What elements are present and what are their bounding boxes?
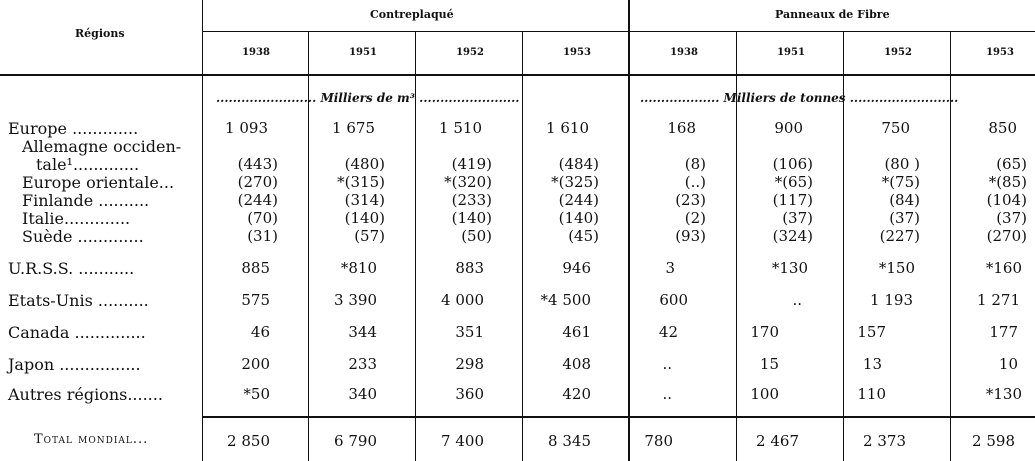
table-cell: 170	[750, 323, 779, 341]
table-cell: *(315)	[337, 173, 385, 191]
table-cell: 1 093	[225, 119, 268, 137]
table-cell: (65)	[996, 155, 1027, 173]
table-cell: 883	[455, 259, 484, 277]
year-header: 1938	[670, 47, 698, 58]
table-cell: (419)	[451, 155, 492, 173]
table-cell: (37)	[996, 209, 1027, 227]
table-cell: (117)	[772, 191, 813, 209]
table-cell: 42	[658, 323, 678, 341]
table-cell: (480)	[344, 155, 385, 173]
header-bottom-rule	[0, 74, 1035, 76]
table-cell: (140)	[344, 209, 385, 227]
table-cell: ..	[792, 291, 802, 309]
table-cell: (2)	[684, 209, 706, 227]
table-cell: *130	[771, 259, 808, 277]
table-cell: *4 500	[540, 291, 591, 309]
total-cell: 7 400	[441, 432, 484, 450]
table-cell: 100	[750, 385, 779, 403]
table-cell: (140)	[558, 209, 599, 227]
table-cell: 177	[989, 323, 1018, 341]
table-cell: 750	[881, 119, 910, 137]
fibre-group-header: Panneaux de Fibre	[775, 8, 890, 21]
table-cell: (324)	[772, 227, 813, 245]
plywood-group-header: Contreplaqué	[370, 8, 454, 21]
table-cell: 1 193	[870, 291, 913, 309]
table-cell: (70)	[247, 209, 278, 227]
row-label-etats-unis: Etats-Unis ..........	[8, 291, 149, 310]
row-label-autres: Autres régions.......	[8, 385, 163, 404]
table-cell: (484)	[558, 155, 599, 173]
total-cell: 2 467	[756, 432, 799, 450]
table-cell: 233	[348, 355, 377, 373]
table-cell: 1 271	[977, 291, 1020, 309]
total-rule	[203, 416, 1035, 418]
header-mid-rule	[203, 31, 1035, 32]
table-cell: 4 000	[441, 291, 484, 309]
year-header: 1952	[456, 47, 484, 58]
table-cell: (93)	[675, 227, 706, 245]
table-cell: 600	[659, 291, 688, 309]
table-cell: *(85)	[988, 173, 1027, 191]
table-cell: 946	[562, 259, 591, 277]
table-cell: 200	[241, 355, 270, 373]
table-cell: (227)	[879, 227, 920, 245]
table-cell: *50	[243, 385, 270, 403]
total-cell: 2 373	[863, 432, 906, 450]
table-cell: 900	[774, 119, 803, 137]
total-cell: 6 790	[334, 432, 377, 450]
row-label-allemagne-cont: tale¹.............	[36, 155, 140, 174]
table-cell: 298	[455, 355, 484, 373]
table-cell: ..	[662, 355, 672, 373]
table-cell: (84)	[889, 191, 920, 209]
table-cell: (233)	[451, 191, 492, 209]
table-cell: (104)	[986, 191, 1027, 209]
table-cell: *(325)	[551, 173, 599, 191]
year-header: 1938	[242, 47, 270, 58]
table-cell: (140)	[451, 209, 492, 227]
row-label-italie: Italie.............	[22, 209, 131, 228]
table-cell: (314)	[344, 191, 385, 209]
table-cell: (23)	[675, 191, 706, 209]
table-cell: 3 390	[334, 291, 377, 309]
table-cell: (8)	[684, 155, 706, 173]
row-label-europe: Europe .............	[8, 119, 139, 138]
table-cell: 1 510	[439, 119, 482, 137]
table-cell: (270)	[986, 227, 1027, 245]
total-cell: 2 850	[227, 432, 270, 450]
row-label-urss: U.R.S.S. ...........	[8, 259, 135, 278]
table-cell: 408	[562, 355, 591, 373]
table-cell: 15	[759, 355, 779, 373]
table-cell: 420	[562, 385, 591, 403]
row-label-finlande: Finlande ..........	[22, 191, 150, 210]
table-cell: *130	[985, 385, 1022, 403]
table-cell: (106)	[772, 155, 813, 173]
table-cell: *(65)	[774, 173, 813, 191]
table-cell: (45)	[568, 227, 599, 245]
year-header: 1951	[777, 47, 805, 58]
row-label-suede: Suède .............	[22, 227, 144, 246]
row-label-allemagne: Allemagne occiden-	[22, 137, 182, 156]
table-cell: 360	[455, 385, 484, 403]
table-cell: *160	[985, 259, 1022, 277]
row-label-europe-orientale: Europe orientale...	[22, 173, 175, 192]
table-cell: (270)	[237, 173, 278, 191]
table-cell: 850	[988, 119, 1017, 137]
row-label-japon: Japon ................	[8, 355, 141, 374]
table-cell: (443)	[237, 155, 278, 173]
regions-header: Régions	[75, 27, 125, 40]
table-cell: 461	[562, 323, 591, 341]
table-cell: 110	[857, 385, 886, 403]
table-cell: 344	[348, 323, 377, 341]
table-cell: (57)	[354, 227, 385, 245]
table-cell: (31)	[247, 227, 278, 245]
table-cell: (37)	[889, 209, 920, 227]
row-label-canada: Canada ..............	[8, 323, 146, 342]
table-cell: 351	[455, 323, 484, 341]
plywood-unit-label: ........................ Milliers de m³ ........................	[216, 91, 520, 105]
year-header: 1951	[349, 47, 377, 58]
table-cell: (244)	[237, 191, 278, 209]
table-cell: 575	[241, 291, 270, 309]
table-cell: *810	[340, 259, 377, 277]
table-cell: 13	[862, 355, 882, 373]
year-header: 1953	[986, 47, 1014, 58]
total-cell: 2 598	[972, 432, 1015, 450]
table-cell: ..	[662, 385, 672, 403]
table-cell: *(75)	[881, 173, 920, 191]
row-label-total: Total mondial...	[34, 432, 149, 447]
table-cell: (80 )	[884, 155, 920, 173]
table-cell: 46	[250, 323, 270, 341]
table-cell: 157	[857, 323, 886, 341]
table-cell: (244)	[558, 191, 599, 209]
table-cell: 10	[998, 355, 1018, 373]
table-cell: (..)	[684, 173, 706, 191]
fibre-unit-label: ................... Milliers de tonnes ..........................	[640, 91, 959, 105]
table-cell: 3	[665, 259, 675, 277]
year-header: 1953	[563, 47, 591, 58]
table-cell: 1 610	[546, 119, 589, 137]
table-cell: 885	[241, 259, 270, 277]
table-cell: *150	[878, 259, 915, 277]
table-cell: *(320)	[444, 173, 492, 191]
table-cell: 1 675	[332, 119, 375, 137]
table-cell: 168	[667, 119, 696, 137]
table-cell: 340	[348, 385, 377, 403]
table-cell: (37)	[782, 209, 813, 227]
total-cell: 780	[644, 432, 673, 450]
year-header: 1952	[884, 47, 912, 58]
table-cell: (50)	[461, 227, 492, 245]
total-cell: 8 345	[548, 432, 591, 450]
